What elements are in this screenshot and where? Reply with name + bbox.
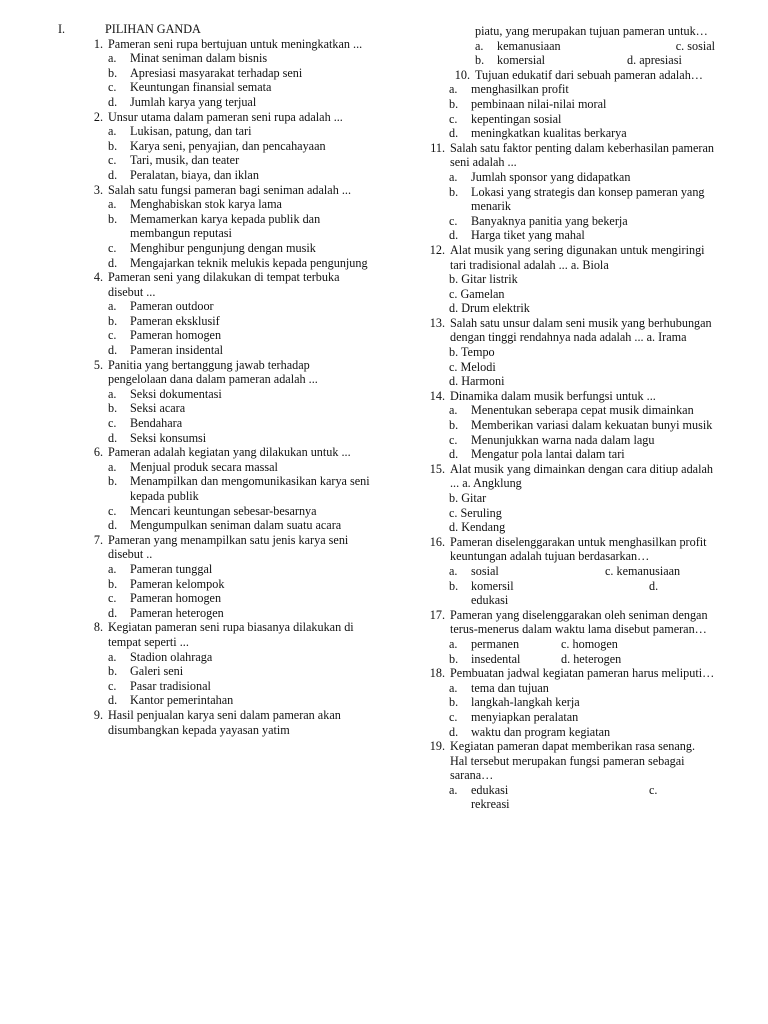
question-18-options: a. tema dan tujuan b. langkah-langkah kerja c. menyiapkan peralatan d. waktu dan program kegiatan [449, 680, 611, 739]
option-row: d. Mengumpulkan seniman dalam suatu acara [108, 518, 342, 533]
option-row: b. Menampilkan dan mengomunikasikan karya seni kepada publik [108, 474, 370, 503]
section-title: PILIHAN GANDA [105, 22, 201, 36]
question-8: 8. Kegiatan pameran seni rupa biasanya dilakukan di tempat seperti ... [93, 620, 354, 649]
question-13-options: b. Tempo c. Melodi d. Harmoni [449, 345, 505, 389]
question-2-options [108, 124, 370, 182]
option-row: a. Menjual produk secara massal [108, 459, 278, 474]
option-row: d. Peralatan, biaya, dan iklan [108, 167, 259, 182]
question-3: 3. Salah satu fungsi pameran bagi seniman adalah ... [93, 182, 352, 197]
option-row: d. Pameran heterogen [108, 605, 224, 620]
question-6-options [108, 460, 370, 533]
option-row: a. Seksi dokumentasi [108, 386, 222, 401]
question-3-options [108, 197, 370, 270]
question-16: 16. Pameran diselenggarakan untuk menghasilkan profit keuntungan adalah tujuan berdasarkan… [429, 534, 707, 564]
question-11-options: a. Jumlah sponsor yang didapatkan b. Lokasi yang strategis dan konsep pameran yang menarik c. Banyaknya panitia yang bekerja d. Harga tiket yang mahal [449, 169, 705, 243]
question-5-options [108, 387, 370, 445]
option-row: a. Minat seniman dalam bisnis [108, 51, 268, 66]
option-row: b. Apresiasi masyarakat terhadap seni [108, 65, 303, 80]
option-row: d. Pameran insidental [108, 343, 224, 358]
question-14: 14. Dinamika dalam musik berfungsi untuk ... [429, 388, 656, 403]
option-row: a. Pameran outdoor [108, 299, 214, 314]
question-14-options: a. Menentukan seberapa cepat musik dimainkan b. Memberikan variasi dalam kekuatan bunyi musik c. Menunjukkan warna nada dalam lagu d. Mengatur pola lantai dalam tari [449, 403, 713, 462]
question-4-options [108, 299, 370, 357]
question-6: 6. Pameran adalah kegiatan yang dilakukan untuk ... [93, 445, 351, 460]
option-row: b. Pameran eksklusif [108, 313, 220, 328]
question-5: 5. Panitia yang bertanggung jawab terhadap pengelolaan dana dalam pameran adalah ... [93, 357, 318, 387]
option-row: c. Menghibur pengunjung dengan musik [108, 240, 316, 255]
question-1-options [108, 51, 370, 109]
question-1: 1. Pameran seni rupa bertujuan untuk meningkatkan ... [93, 36, 363, 51]
question-4: 4. Pameran seni yang dilakukan di tempat terbuka disebut ... [93, 270, 340, 299]
option-row: b. Galeri seni [108, 664, 184, 679]
question-10: 10. Tujuan edukatif dari sebuah pameran adalah… [454, 67, 703, 82]
question-9: 9. Hasil penjualan karya seni dalam pameran akan disumbangkan kepada yayasan yatim [93, 707, 341, 737]
option-row: b. Karya seni, penyajian, dan pencahayaan [108, 138, 326, 153]
option-row: a. kemanusiaan c. sosial [475, 38, 715, 53]
question-18: 18. Pembuatan jadwal kegiatan pameran harus meliputi… [429, 666, 715, 681]
option-row: a. Menghabiskan stok karya lama [108, 197, 282, 212]
question-10-options: a. menghasilkan profit b. pembinaan nilai-nilai moral c. kepentingan sosial d. meningkatkan kualitas berkarya [449, 82, 627, 141]
option-row: c. Tari, musik, dan teater [108, 153, 240, 168]
option-row: c. Bendahara [108, 416, 183, 431]
question-19-options: a. edukasi c. rekreasi [449, 782, 658, 812]
option-row: c. Mencari keuntungan sebesar-besarnya [108, 503, 317, 518]
option-row: a. Lukisan, patung, dan tari [108, 124, 252, 139]
question-15: 15. Alat musik yang dimainkan dengan cara ditiup adalah ... a. Angklung [429, 461, 713, 491]
option-row: d. Seksi konsumsi [108, 430, 207, 445]
option-row: a. Stadion olahraga [108, 649, 213, 664]
option-row: b. Memamerkan karya kepada publik dan membangun reputasi [108, 211, 321, 241]
option-row: d. Mengajarkan teknik melukis kepada pengunjung [108, 255, 368, 270]
left-question-list [58, 37, 370, 738]
question-16-options: a. sosial c. kemanusiaan b. komersil d. edukasi [449, 563, 681, 608]
option-row: d. Jumlah karya yang terjual [108, 94, 257, 109]
section-heading [58, 22, 370, 37]
question-17-options: a. permanen c. homogen b. insedental d. heterogen [449, 636, 622, 666]
question-12-options: b. Gitar listrik c. Gamelan d. Drum elektrik [449, 272, 530, 316]
right-column [425, 24, 715, 812]
option-row: c. Pasar tradisional [108, 678, 211, 693]
question-15-options: b. Gitar c. Seruling d. Kendang [449, 491, 506, 535]
question-9-options [475, 39, 715, 68]
option-row: c. Keuntungan finansial semata [108, 80, 272, 95]
option-row: c. Pameran homogen [108, 328, 222, 343]
question-7: 7. Pameran yang menampilkan satu jenis karya seni disebut .. [93, 532, 349, 562]
question-19: 19. Kegiatan pameran dapat memberikan rasa senang. Hal tersebut merupakan fungsi pameran sebagai sarana… [429, 739, 695, 783]
option-row: b. komersial d. apresiasi [475, 53, 682, 68]
question-13: 13. Salah satu unsur dalam seni musik yang berhubungan dengan tinggi rendahnya nada adalah ... a. Irama [429, 315, 712, 345]
option-row: a. Pameran tunggal [108, 561, 213, 576]
question-11: 11. Salah satu faktor penting dalam keberhasilan pameran seni adalah ... [430, 140, 714, 170]
option-row: b. Seksi acara [108, 401, 186, 416]
option-row: c. Pameran homogen [108, 591, 222, 606]
question-2: 2. Unsur utama dalam pameran seni rupa adalah ... [93, 109, 343, 124]
section-number: I. [58, 22, 66, 36]
question-17: 17. Pameran yang diselenggarakan oleh seniman dengan terus-menerus dalam waktu lama disebut pameran… [429, 607, 708, 637]
question-7-options [108, 562, 370, 620]
option-row: d. Kantor pemerintahan [108, 693, 234, 708]
left-column [58, 22, 370, 737]
question-8-options [108, 650, 370, 708]
question-12: 12. Alat musik yang sering digunakan untuk mengiringi tari tradisional adalah ... a. Biola [429, 242, 705, 272]
question-9-continuation: piatu, yang merupakan tujuan pameran untuk… [475, 24, 708, 38]
option-row: b. Pameran kelompok [108, 576, 225, 591]
